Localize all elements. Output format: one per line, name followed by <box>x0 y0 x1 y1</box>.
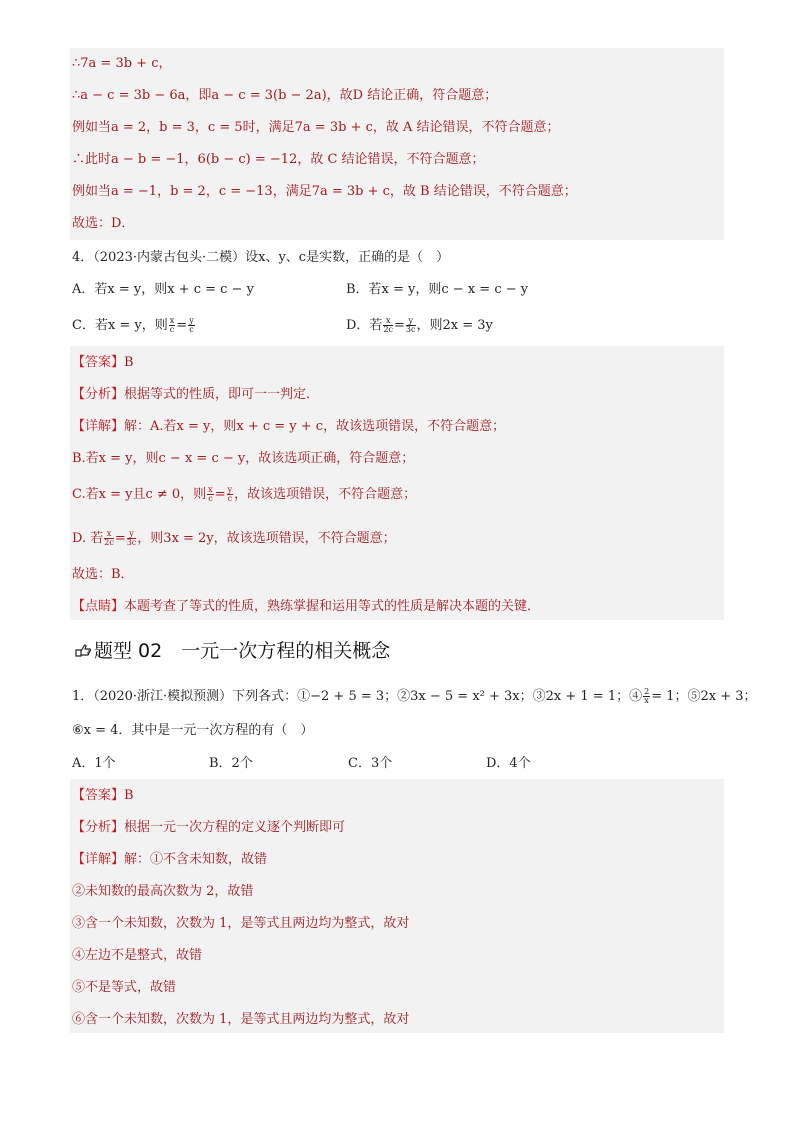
option-d: D．4个 <box>486 756 531 771</box>
detail-line: ②未知数的最高次数为 2，故错 <box>72 884 254 899</box>
fraction: $\frac{2}{x}$ <box>644 687 650 705</box>
detail-line: ④左边不是整式，故错 <box>72 948 203 963</box>
section-title-text: 题型 02 一元一次方程的相关概念 <box>94 640 391 662</box>
detail-line: 【详解】解：①不含未知数，故错 <box>72 852 268 867</box>
analysis-line: 【分析】根据等式的性质，即可一一判定． <box>72 387 320 402</box>
option-d: D．若 $\frac{x}{2c}$ = $\frac{y}{3c}$ ，则2x = 3y <box>346 316 493 334</box>
fraction: $\frac{y}{c}$ <box>189 316 194 334</box>
fraction: $\frac{y}{3c}$ <box>126 529 137 547</box>
fraction: $\frac{y}{c}$ <box>227 485 233 503</box>
solution-line: 例如当a = 2，b = 3，c = 5时，满足7a = 3b + c，故 A 结论错误，不符合题意； <box>72 120 560 135</box>
fraction: $\frac{x}{c}$ <box>208 485 213 503</box>
fraction: $\frac{y}{3c}$ <box>405 316 416 334</box>
answer-line: 【答案】B <box>72 788 134 803</box>
detail-line: D. 若 $\frac{x}{2c}$ = $\frac{y}{3c}$ ，则3x = 2y，故该选项错误，不符合题意； <box>72 529 396 547</box>
choose-line: 故选：B． <box>72 567 134 582</box>
detail-line: 【详解】解：A.若x = y，则x + c = y + c，故该选项错误，不符合题意； <box>72 419 506 434</box>
section-title <box>74 636 390 663</box>
comment-line: 【点睛】本题考查了等式的性质，熟练掌握和运用等式的性质是解决本题的关键． <box>72 599 541 614</box>
option-b: B．2个 <box>209 756 253 771</box>
option-b: B．若x = y，则c − x = c − y <box>346 282 529 297</box>
solution-line: 故选：D． <box>72 216 135 231</box>
pointing-hand-icon <box>74 641 92 659</box>
answer-line: 【答案】B <box>72 355 134 370</box>
detail-line: ⑤不是等式，故错 <box>72 980 177 995</box>
fraction: $\frac{x}{2c}$ <box>104 529 114 547</box>
detail-line: C.若x = y且c ≠ 0，则 $\frac{x}{c}$ = $\frac{y}{c}$ ，故该选项错误，不符合题意； <box>72 485 417 503</box>
option-c: C．3个 <box>348 756 393 771</box>
fraction: $\frac{x}{2c}$ <box>383 316 394 334</box>
option-c-text: C．若x = y，则 <box>72 318 168 333</box>
option-c: C．若x = y，则 $\frac{x}{c}$ = $\frac{y}{c}$ <box>72 316 194 334</box>
solution-line: ∴a − c = 3b − 6a，即a − c = 3(b − 2a)，故D 结论正确，符合题意； <box>72 88 498 103</box>
solution-line: 例如当a = −1，b = 2，c = −13，满足7a = 3b + c，故 B 结论错误，不符合题意； <box>72 184 577 199</box>
option-a: A．1个 <box>72 756 116 771</box>
solution-line: ∴此时a − b = −1，6(b − c) = −12，故 C 结论错误，不符合题意； <box>72 152 485 167</box>
detail-line: B.若x = y，则c − x = c − y，故该选项正确，符合题意； <box>72 451 415 466</box>
fraction: $\frac{x}{c}$ <box>169 316 175 334</box>
solution-block-top <box>70 48 724 240</box>
detail-line: ③含一个未知数，次数为 1，是等式且两边均为整式，故对 <box>72 916 410 931</box>
analysis-line: 【分析】根据一元一次方程的定义逐个判断即可 <box>72 820 346 835</box>
detail-line: ⑥含一个未知数，次数为 1，是等式且两边均为整式，故对 <box>72 1012 410 1027</box>
question-stem: 1．（2020·浙江·模拟预测）下列各式：①−2 + 5 = 3；②3x − 5 = x² + 3x；③2x + 1 = 1；④ $\frac{2}{x}$ = 1；⑤2x + 3； <box>72 687 757 705</box>
solution-line: ∴7a = 3b + c， <box>72 56 172 71</box>
question-stem: 4．（2023·内蒙古包头·二模）设x、y、c是实数，正确的是（ ） <box>72 250 450 265</box>
option-a: A．若x = y，则x + c = c − y <box>72 282 254 297</box>
question-stem-cont: ⑥x = 4．其中是一元一次方程的有（ ） <box>72 723 314 738</box>
